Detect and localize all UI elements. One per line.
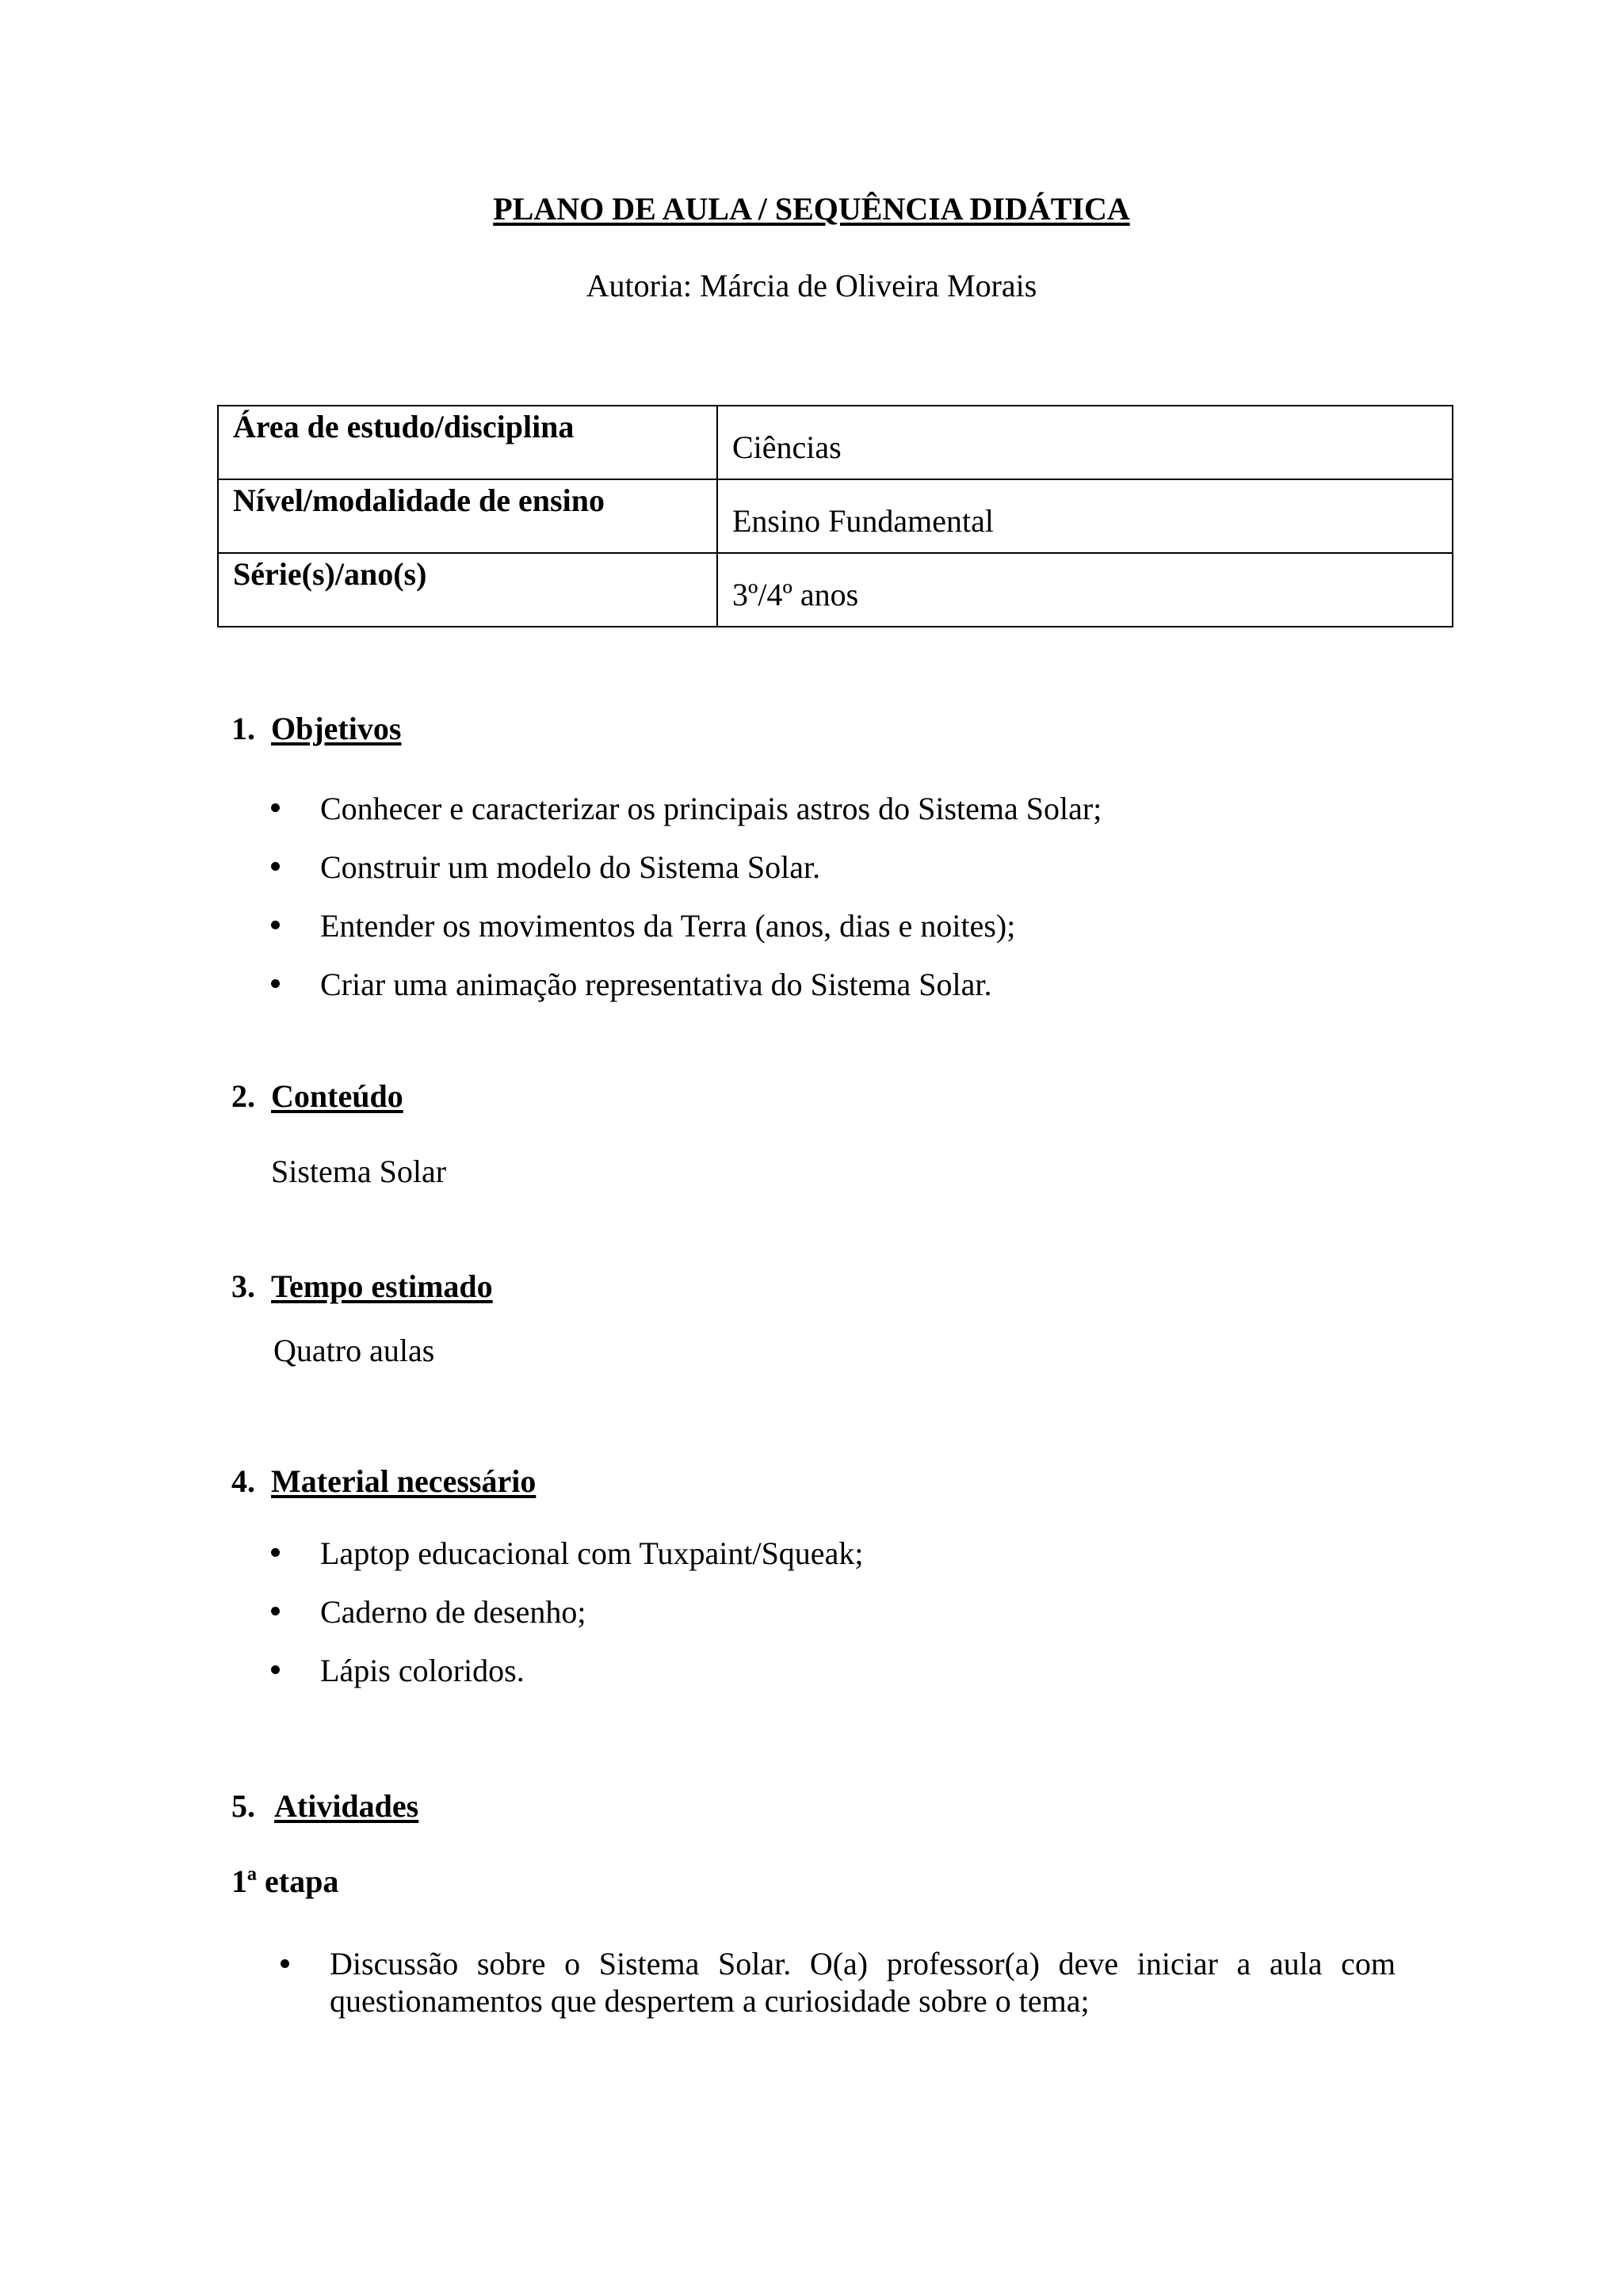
list-item	[330, 1945, 1396, 2019]
list-item-text: Lápis coloridos.	[320, 1653, 525, 1688]
table-value: 3º/4º anos	[717, 553, 1453, 627]
section-number: 5.	[231, 1788, 255, 1824]
bullet-icon	[271, 921, 280, 929]
section-title: Tempo estimado	[271, 1268, 493, 1304]
section-heading-objetivos	[231, 710, 401, 747]
section-title: Objetivos	[271, 711, 402, 746]
list-item	[320, 790, 1102, 827]
list-item-text: Entender os movimentos da Terra (anos, dias e noites);	[320, 908, 1016, 944]
list-item	[320, 1652, 525, 1689]
section-title: Material necessário	[271, 1463, 537, 1499]
bullet-icon	[281, 1959, 289, 1968]
list-item	[320, 907, 1015, 944]
author-line: Autoria: Márcia de Oliveira Morais	[586, 268, 1037, 303]
list-item-text: Laptop educacional com Tuxpaint/Squeak;	[320, 1535, 864, 1571]
bullet-icon	[271, 862, 280, 871]
bullet-icon	[271, 979, 280, 988]
list-item	[320, 966, 992, 1003]
list-item-text: Discussão sobre o Sistema Solar. O(a) professor(a) deve iniciar a aula com questionamentos que despertem a curiosidade sobre o tema;	[330, 1946, 1396, 2019]
table-value: Ensino Fundamental	[717, 479, 1453, 553]
table-label: Nível/modalidade de ensino	[218, 479, 717, 553]
section-title: Atividades	[274, 1788, 419, 1824]
list-item-text: Criar uma animação representativa do Sistema Solar.	[320, 967, 992, 1002]
table-row	[218, 553, 1453, 627]
section-number: 2.	[231, 1078, 255, 1114]
list-item-text: Conhecer e caracterizar os principais astros do Sistema Solar;	[320, 791, 1102, 826]
section-heading-material	[231, 1463, 536, 1500]
bullet-icon	[271, 1665, 280, 1674]
stage-label: 1ª etapa	[231, 1863, 339, 1899]
table-label: Área de estudo/disciplina	[218, 406, 717, 479]
info-table	[217, 405, 1453, 627]
section-text: Sistema Solar	[271, 1154, 447, 1189]
bullet-icon	[271, 1607, 280, 1615]
list-item-text: Caderno de desenho;	[320, 1594, 586, 1630]
section-number: 4.	[231, 1463, 255, 1499]
section-text: Quatro aulas	[273, 1333, 435, 1368]
list-item-text: Construir um modelo do Sistema Solar.	[320, 849, 821, 885]
section-heading-conteudo	[231, 1077, 403, 1115]
section-title: Conteúdo	[271, 1078, 403, 1114]
list-item	[320, 1535, 863, 1572]
table-value: Ciências	[717, 406, 1453, 479]
section-heading-atividades	[231, 1787, 418, 1825]
table-label: Série(s)/ano(s)	[218, 553, 717, 627]
bullet-icon	[271, 1548, 280, 1557]
list-item	[320, 849, 820, 886]
bullet-icon	[271, 803, 280, 812]
list-item	[320, 1593, 586, 1630]
section-heading-tempo	[231, 1268, 493, 1305]
document-title: PLANO DE AULA / SEQUÊNCIA DIDÁTICA	[493, 191, 1130, 227]
section-number: 1.	[231, 711, 255, 746]
table-row	[218, 406, 1453, 479]
section-number: 3.	[231, 1268, 255, 1304]
table-row	[218, 479, 1453, 553]
